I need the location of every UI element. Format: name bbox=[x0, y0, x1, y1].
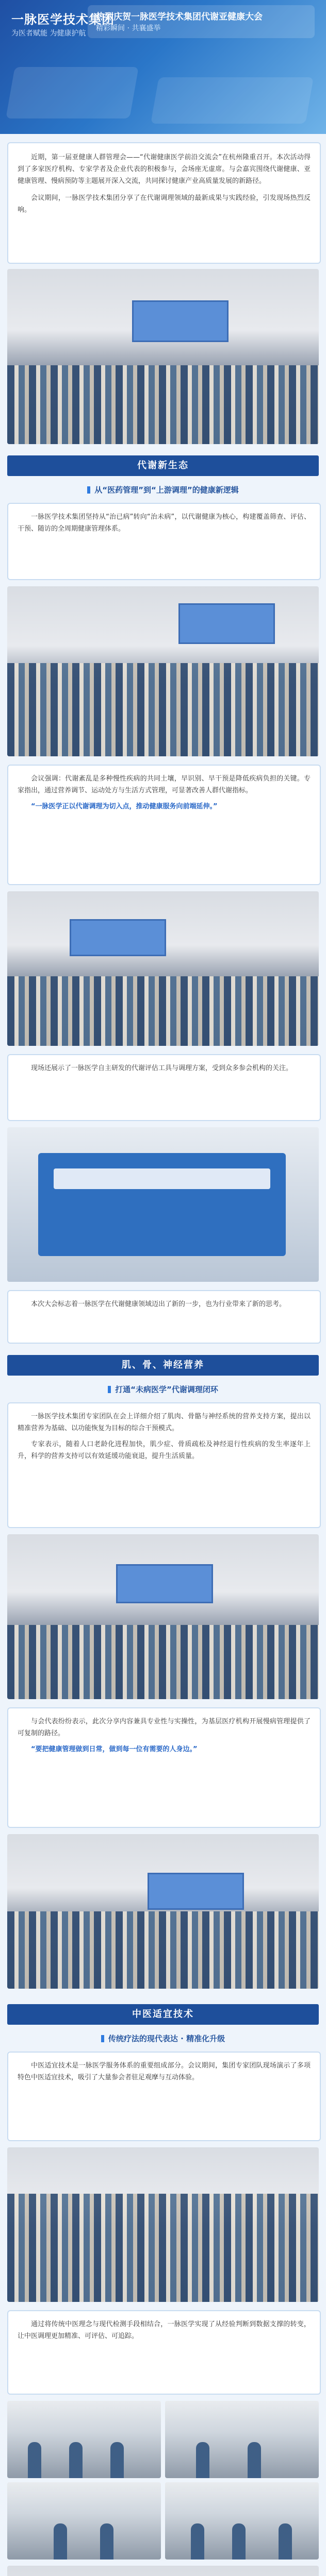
section3-paragraph-2: 通过将传统中医理念与现代检测手段相结合，一脉医学实现了从经验判断到数据支撑的转变，让中医调理更加精准、可评估、可追踪。 bbox=[18, 2320, 311, 2340]
section-subtitle-tcm bbox=[0, 2033, 326, 2044]
section3-paragraph-1: 中医适宜技术是一脉医学服务体系的重要组成部分。会议期间，集团专家团队现场演示了多项特色中医适宜技术，吸引了大量参会者驻足观摩与互动体验。 bbox=[18, 2062, 311, 2081]
tcm-grid-photo-2 bbox=[165, 2401, 319, 2478]
section1-paragraph-1: 一脉医学技术集团坚持从“治已病”转向“治未病”，以代谢健康为核心，构建覆盖筛查、评估、干预、随访的全周期健康管理体系。 bbox=[18, 513, 311, 533]
section-subtitle-text: 传统疗法的现代表达 · 精准化升级 bbox=[108, 2034, 225, 2043]
section2-paragraph-1: 一脉医学技术集团专家团队在会上详细介绍了肌肉、骨骼与神经系统的营养支持方案，提出以精准营养为基础、以功能恢复为目标的综合干预模式。 bbox=[18, 1413, 311, 1432]
section-title-tcm: 中医适宜技术 bbox=[7, 2004, 319, 2025]
section3-text-2 bbox=[7, 2310, 321, 2395]
brand-tagline: 为医者赋能 为健康护航 bbox=[11, 29, 86, 38]
brand-logo: 一脉医学技术集团 bbox=[11, 12, 115, 27]
conference-photo-4 bbox=[7, 1534, 319, 1699]
section-title-nutrition: 肌、骨、神经营养 bbox=[7, 1355, 319, 1376]
banner-ribbon bbox=[88, 5, 315, 38]
section2-paragraph-2: 专家表示，随着人口老龄化进程加快，肌少症、骨质疏松及神经退行性疾病的发生率逐年上升，科学的营养支持可以有效延缓功能衰退，提升生活质量。 bbox=[18, 1440, 311, 1460]
conference-photo-1 bbox=[7, 269, 319, 444]
section-subtitle-text: 打通“未病医学”代谢调理闭环 bbox=[115, 1385, 218, 1394]
section1-text-3 bbox=[7, 1054, 321, 1121]
banner-subtitle: 精彩瞬间 · 共襄盛举 bbox=[96, 24, 161, 32]
section-subtitle-text: 从“医药管理”到“上游调理”的健康新逻辑 bbox=[94, 485, 239, 495]
intro-paragraph-1: 近期，第一届亚健康人群管理会——“代谢健康医学前沿交流会”在杭州隆重召开。本次活动得到了多家医疗机构、专家学者及企业代表的积极参与，会场座无虚席。与会嘉宾围绕代谢健康、亚健康管理、慢病预防等主题展开深入交流，共同探讨健康产业高质量发展的新路径。 bbox=[18, 154, 311, 185]
tcm-grid-photo-1 bbox=[7, 2401, 161, 2478]
section1-text-1 bbox=[7, 503, 321, 580]
section3-text-1 bbox=[7, 2052, 321, 2141]
tcm-demo-photo-1 bbox=[7, 2147, 319, 2302]
section1-paragraph-2: 会议强调：代谢紊乱是多种慢性疾病的共同土壤，早识别、早干预是降低疾病负担的关键。专家指出，通过营养调节、运动处方与生活方式管理，可显著改善人群代谢指标。 bbox=[18, 775, 311, 794]
header-banner bbox=[0, 0, 326, 134]
conference-photo-2 bbox=[7, 586, 319, 756]
exhibition-booth-photo bbox=[7, 1127, 319, 1282]
conference-photo-3 bbox=[7, 891, 319, 1046]
banner-title: 热烈庆贺一脉医学技术集团代谢亚健康大会 bbox=[96, 12, 263, 22]
section1-text-2 bbox=[7, 765, 321, 885]
tcm-grid-photo-3 bbox=[7, 2482, 161, 2560]
banner-decoration bbox=[0, 62, 326, 134]
section1-paragraph-4: 现场还展示了一脉医学自主研发的代谢评估工具与调理方案，受到众多参会机构的关注。 bbox=[31, 1064, 293, 1072]
tcm-demo-photo-2 bbox=[7, 2566, 319, 2576]
section-subtitle-nutrition bbox=[0, 1384, 326, 1395]
intro-paragraph-2: 会议期间，一脉医学技术集团分享了在代谢调理领域的最新成果与实践经验，引发现场热烈反响。 bbox=[18, 194, 311, 214]
section-subtitle-metabolic bbox=[0, 484, 326, 495]
section2-text-2 bbox=[7, 1707, 321, 1828]
tcm-grid-photo-4 bbox=[165, 2482, 319, 2560]
section1-paragraph-5: 本次大会标志着一脉医学在代谢健康领域迈出了新的一步，也为行业带来了新的思考。 bbox=[31, 1300, 286, 1308]
section2-paragraph-3: 与会代表纷纷表示，此次分享内容兼具专业性与实操性，为基层医疗机构开展慢病管理提供了可复制的路径。 bbox=[18, 1718, 311, 1737]
section2-text-1 bbox=[7, 1402, 321, 1528]
section-title-metabolic: 代谢新生态 bbox=[7, 455, 319, 476]
section1-text-4 bbox=[7, 1290, 321, 1344]
section1-quote: “一脉医学正以代谢调理为切入点，推动健康服务向前端延伸。” bbox=[31, 803, 218, 810]
conference-photo-5 bbox=[7, 1834, 319, 1989]
intro-card bbox=[7, 142, 321, 264]
section2-quote: “要把健康管理做到日常，做到每一位有需要的人身边。” bbox=[31, 1745, 198, 1753]
